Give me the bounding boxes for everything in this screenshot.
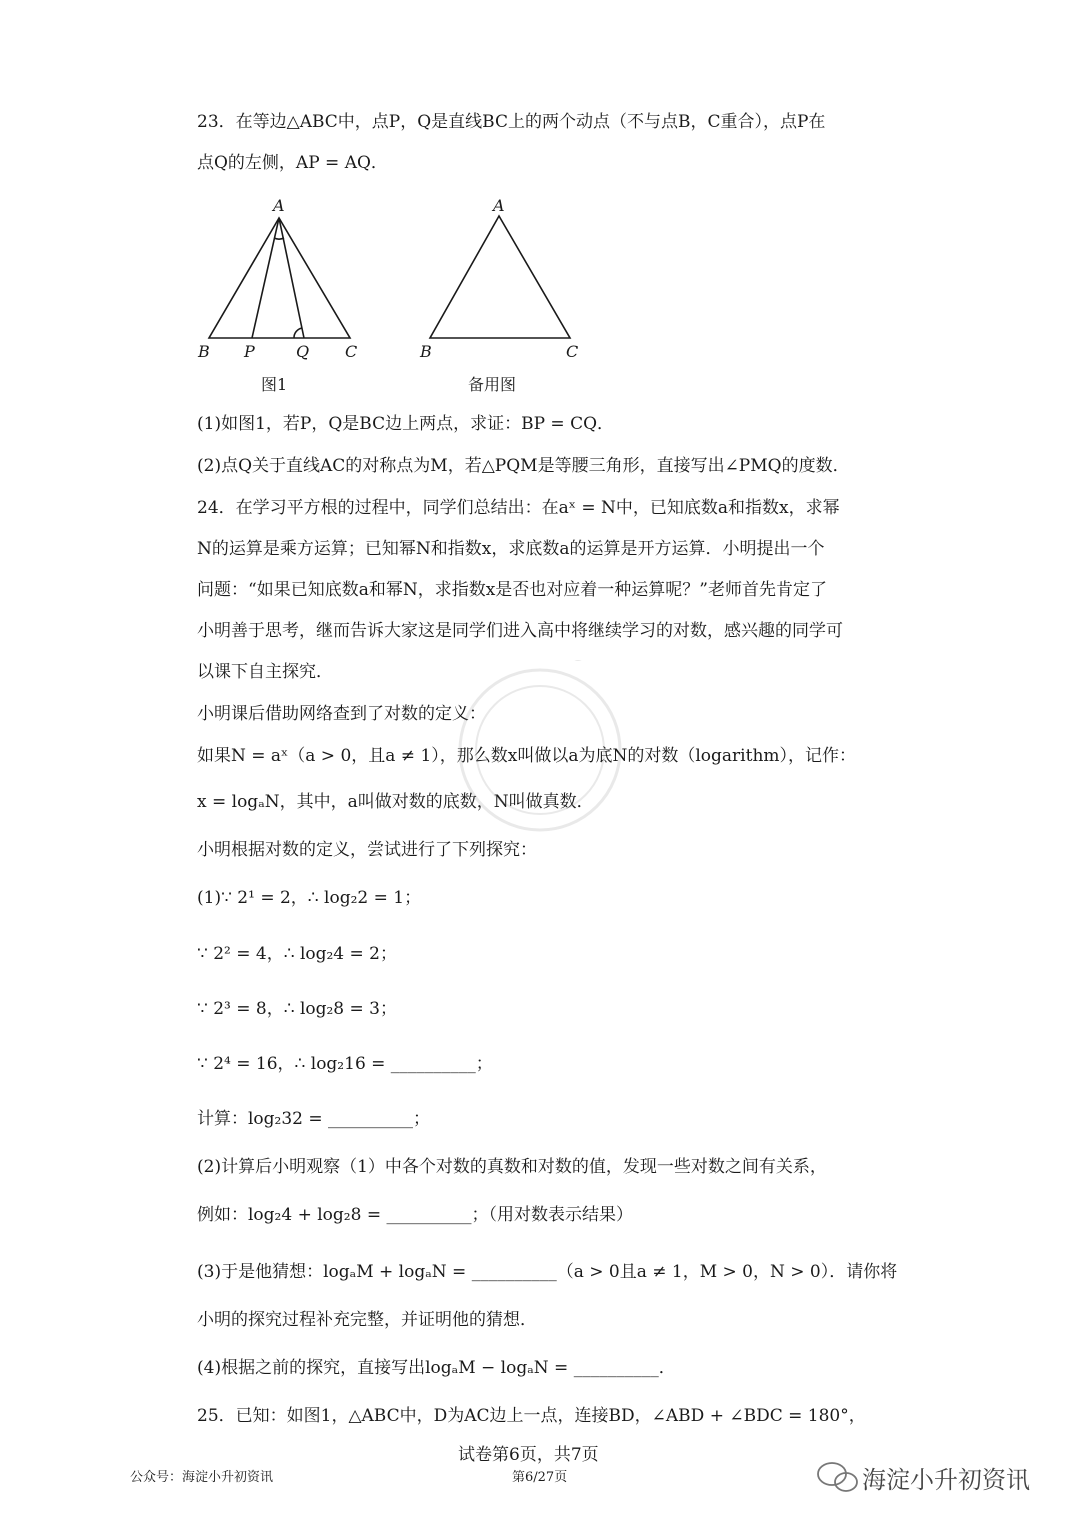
- fig1-label-c: C: [345, 342, 358, 361]
- q24-line7: 如果N = aˣ（a > 0，且a ≠ 1），那么数x叫做以a为底N的对数（logarithm），记作：: [197, 746, 857, 766]
- q24-line2: N的运算是乘方运算；已知幂N和指数x，求底数a的运算是开方运算．小明提出一个: [197, 539, 825, 559]
- footer-brand-name: 海淀小升初资讯: [862, 1466, 1030, 1494]
- q24-line4: 小明善于思考，继而告诉大家这是同学们进入高中将继续学习的对数，感兴趣的同学可: [197, 621, 843, 641]
- fig2-label-c: C: [566, 342, 579, 361]
- watermark-seal-icon: [450, 660, 630, 840]
- fig1-angle-mark-a: [274, 238, 284, 239]
- fig2-caption: 备用图: [468, 375, 517, 394]
- q24-line3: 问题：“如果已知底数a和幂N，求指数x是否也对应着一种运算呢？”老师首先肯定了: [197, 580, 827, 600]
- fig1-label-a: A: [273, 196, 285, 215]
- fig1-angle-mark-q: [294, 328, 302, 338]
- fig1-label-b: B: [198, 342, 210, 361]
- q23-part2: (2)点Q关于直线AC的对称点为M，若△PQM是等腰三角形，直接写出∠PMQ的度数．: [197, 456, 850, 476]
- fig1-segment-ap: [252, 218, 279, 338]
- q24-line8: x = logₐN，其中，a叫做对数的底数，N叫做真数．: [197, 792, 594, 812]
- footer-page-total: 第6/27页: [512, 1470, 568, 1485]
- figure-1: [209, 218, 350, 338]
- q23-text-line2: 点Q的左侧，AP = AQ．: [197, 153, 388, 173]
- fig2-label-a: A: [493, 196, 505, 215]
- q23-part1: (1)如图1，若P，Q是BC边上两点，求证：BP = CQ．: [197, 414, 615, 434]
- q24-line5: 以课下自主探究．: [197, 662, 333, 682]
- q24-part3-line1: (3)于是他猜想：logₐM + logₐN = __________（a > 0且a ≠ 1，M > 0，N > 0）．请你将: [197, 1262, 898, 1282]
- q23-text-line1: 23．在等边△ABC中，点P，Q是直线BC上的两个动点（不与点B，C重合），点P在: [197, 112, 826, 132]
- q24-compute: 计算：log₂32 = __________；: [197, 1109, 431, 1129]
- fig1-label-p: P: [244, 342, 255, 361]
- q24-part2-line1: (2)计算后小明观察（1）中各个对数的真数和对数的值，发现一些对数之间有关系，: [197, 1157, 827, 1177]
- q24-example1: (1)∵ 2¹ = 2，∴ log₂2 = 1；: [197, 888, 422, 908]
- fig1-label-q: Q: [296, 342, 310, 361]
- q24-part4: (4)根据之前的探究，直接写出logₐM − logₐN = __________．: [197, 1358, 676, 1378]
- q24-example3: ∵ 2³ = 8，∴ log₂8 = 3；: [197, 999, 397, 1019]
- q24-line6: 小明课后借助网络查到了对数的定义：: [197, 704, 486, 724]
- q24-part2-line2: 例如：log₂4 + log₂8 = __________；（用对数表示结果）: [197, 1205, 633, 1225]
- q24-part3-line2: 小明的探究过程补充完整，并证明他的猜想．: [197, 1310, 537, 1330]
- fig2-label-b: B: [420, 342, 432, 361]
- fig1-triangle-abc: [209, 218, 350, 338]
- q24-line1: 24．在学习平方根的过程中，同学们总结出：在aˣ = N中，已知底数a和指数x，求幂: [197, 498, 840, 518]
- figure-2: [430, 216, 570, 338]
- q24-example2: ∵ 2² = 4，∴ log₂4 = 2；: [197, 944, 397, 964]
- q24-example4: ∵ 2⁴ = 16，∴ log₂16 = __________；: [197, 1054, 493, 1074]
- footer-page-number: 试卷第6页，共7页: [458, 1445, 599, 1465]
- fig1-caption: 图1: [261, 375, 288, 394]
- footer-account: 公众号：海淀小升初资讯: [130, 1470, 274, 1485]
- q24-line9: 小明根据对数的定义，尝试进行了下列探究：: [197, 840, 537, 860]
- q25-line1: 25．已知：如图1，△ABC中，D为AC边上一点，连接BD，∠ABD + ∠BDC = 180°，: [197, 1406, 866, 1426]
- fig2-triangle-abc: [430, 216, 570, 338]
- fig1-segment-aq: [279, 218, 304, 338]
